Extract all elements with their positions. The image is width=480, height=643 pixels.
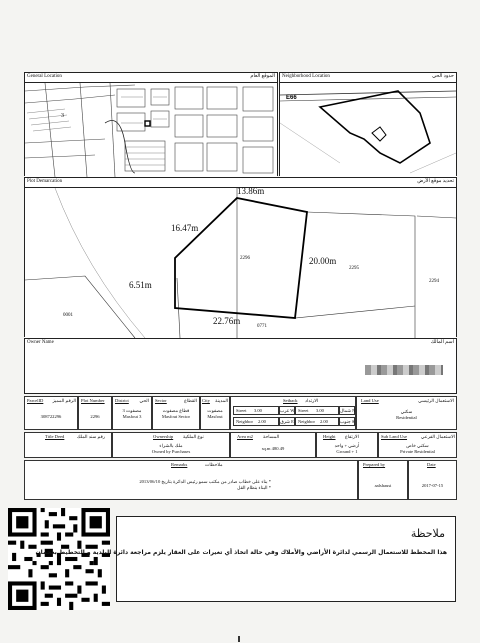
title-deed-header-ar: رقم سند الملك [76, 434, 105, 439]
setback-cell [230, 396, 356, 430]
sector-cell [152, 396, 200, 430]
ownership-cell [112, 432, 230, 458]
plot-west-id: 0001 [63, 313, 73, 318]
prepared-value: aalshausi [374, 483, 392, 488]
land-use-cell [356, 396, 457, 430]
note-box [35, 516, 456, 602]
sector-value: Masfout Sector [161, 414, 191, 419]
sub-land-use-header-ar: الاستعمال الفرعي [421, 434, 455, 439]
dim-top: 13.86m [237, 186, 265, 196]
height-header: Height [323, 434, 336, 439]
general-location-panel [24, 72, 278, 176]
date-cell [408, 460, 457, 500]
city-value: Masfout [207, 414, 223, 419]
prepared-cell [358, 460, 408, 500]
plot-main-id: 2296 [240, 256, 250, 261]
parcel-cell [24, 396, 78, 430]
city-header-ar: المدينة [215, 398, 228, 403]
qr-code-svg [8, 508, 110, 610]
height-cell [316, 432, 378, 458]
plot-south-id: 0771 [257, 324, 267, 329]
sector-value-ar: قطاع مصفوت [162, 408, 190, 413]
land-use-value-ar: سكني [400, 409, 413, 414]
plot-east-id: 2295 [349, 266, 359, 271]
remarks-header-ar: ملاحظات [205, 462, 223, 467]
parcel-value: 308722296 [40, 414, 62, 419]
sector-header-ar: القطاع [184, 398, 197, 403]
height-value: Ground + 1 [336, 449, 358, 454]
height-value-ar: أرضي + واحد [334, 443, 360, 448]
title-deed-header: Title Deed [45, 434, 65, 439]
qr-code[interactable] [8, 508, 110, 610]
owner-name-redacted [365, 365, 443, 375]
setback-west-value: 3.00 [254, 408, 262, 413]
setback-header-ar: الارتداد [305, 398, 319, 403]
plot-svg [25, 188, 456, 338]
area-value: sq.m 480.49 [261, 446, 285, 451]
setback-west-label [279, 406, 295, 415]
district-value: Masfout 3 [122, 414, 142, 419]
setback-west-street [233, 406, 279, 415]
district-header: District [115, 398, 129, 403]
date-header: Date [427, 462, 436, 467]
sub-land-use-header: Sub Land Use [381, 434, 408, 439]
neighborhood-location-title-ar: حدود الحي [432, 74, 454, 79]
owner-title: Owner Name [27, 340, 54, 345]
area-header: Area m2 [237, 434, 253, 439]
neighborhood-location-panel [279, 72, 457, 176]
district-value-ar: مصفوت 3 [122, 408, 142, 413]
setback-header: Setback [283, 398, 298, 403]
general-location-map[interactable] [25, 82, 277, 177]
sector-header: Sector [155, 398, 167, 403]
setback-east-street [233, 417, 279, 426]
area-header-ar: المساحة [263, 434, 280, 439]
setback-east-street-label: Neighbor [236, 419, 253, 424]
plot-number-header: Plot Number [81, 398, 105, 403]
land-use-header: Land Use [361, 398, 379, 403]
district-cell [112, 396, 152, 430]
general-location-title-ar: الموقع العام [250, 74, 275, 79]
neighborhood-map-svg [280, 83, 456, 177]
plot-drawing[interactable] [25, 187, 456, 338]
setback-north-dir: شمال N [340, 408, 356, 413]
plot-demarcation-title-ar: تحديد موقع الأرض [417, 179, 454, 184]
dim-left-upper: 16.47m [171, 223, 199, 233]
setback-south-dir: جنوب S [340, 419, 355, 424]
plot-number-value: 2296 [90, 414, 100, 419]
setback-north-street-label: Street [298, 408, 309, 413]
neighborhood-location-map[interactable] [280, 82, 456, 177]
setback-west-dir: غرب W [280, 408, 295, 413]
general-location-title: General Location [27, 74, 62, 79]
ownership-header: Ownership [153, 434, 174, 439]
setback-west-street-label: Street [236, 408, 247, 413]
ownership-header-ar: نوع الملكية [183, 434, 204, 439]
prepared-header: Prepared by [363, 462, 386, 467]
note-text: هذا المخطط للاستعمال الرسمي لدائرة الأراضي والأملاك وفي حالة اتخاذ أي تغيرات على العقار يلزم مراجعة دائرة البلدية و التخطيط بعجمان [35, 549, 447, 556]
setback-south-value: 2.00 [320, 419, 328, 424]
setback-east-label [279, 417, 295, 426]
general-map-svg [25, 83, 277, 177]
district-header-ar: الحي [139, 398, 149, 403]
note-title: ملاحظة [410, 527, 445, 540]
setback-east-dir: شرق E [280, 419, 294, 424]
remarks-line-1: * بناء على خطاب صادر من مكتب سمو رئيس الدائرة بتاريخ 2013/06/10 [139, 479, 271, 484]
owner-title-ar: اسم المالك [430, 340, 454, 345]
neighborhood-location-title: Neighborhood Location [282, 74, 330, 79]
setback-north-value: 3.00 [316, 408, 324, 413]
dim-right: 20.00m [309, 256, 337, 266]
remarks-cell [24, 460, 358, 500]
page-fold-mark [238, 636, 240, 642]
road-label: E66 [286, 95, 297, 101]
height-header-ar: الارتفاع [345, 434, 359, 439]
plot-demarcation-title: Plot Demarcation [27, 179, 63, 184]
dim-left-lower: 6.51m [129, 280, 152, 290]
city-header: City [202, 398, 210, 403]
setback-north-street [295, 406, 339, 415]
setback-south-label [339, 417, 355, 426]
land-use-value: Residential [396, 415, 417, 420]
title-deed-cell [24, 432, 112, 458]
ownership-value: Owned by Purchases [151, 449, 191, 454]
city-cell [200, 396, 230, 430]
remarks-header: Remarks [171, 462, 188, 467]
setback-north-label [339, 406, 355, 415]
plot-demarcation-panel [24, 177, 457, 337]
plot-far-east-id: 2294 [429, 279, 439, 284]
parcel-header-ar: الرقم المميز [52, 398, 76, 403]
sub-land-use-cell [378, 432, 457, 458]
sub-land-use-value: Private Residential [400, 449, 435, 454]
city-value-ar: مصفوت [207, 408, 223, 413]
land-use-header-ar: الاستعمال الرئيسي [418, 398, 454, 403]
sub-land-use-value-ar: سكني خاص [406, 443, 429, 448]
remarks-line-2: * البناء بنظام القل [237, 485, 271, 490]
date-value: 2017-07-15 [421, 483, 444, 488]
setback-south-street-label: Neighbor [298, 419, 315, 424]
general-map-label: 3 [61, 113, 64, 119]
setback-south-street [295, 417, 339, 426]
area-cell [230, 432, 316, 458]
dim-bottom: 22.76m [213, 316, 241, 326]
ownership-value-ar: ملك بالشراء [159, 443, 183, 448]
setback-east-value: 2.00 [258, 419, 266, 424]
parcel-header: ParcelID [27, 398, 44, 403]
owner-panel [24, 338, 457, 394]
plot-number-cell [78, 396, 112, 430]
